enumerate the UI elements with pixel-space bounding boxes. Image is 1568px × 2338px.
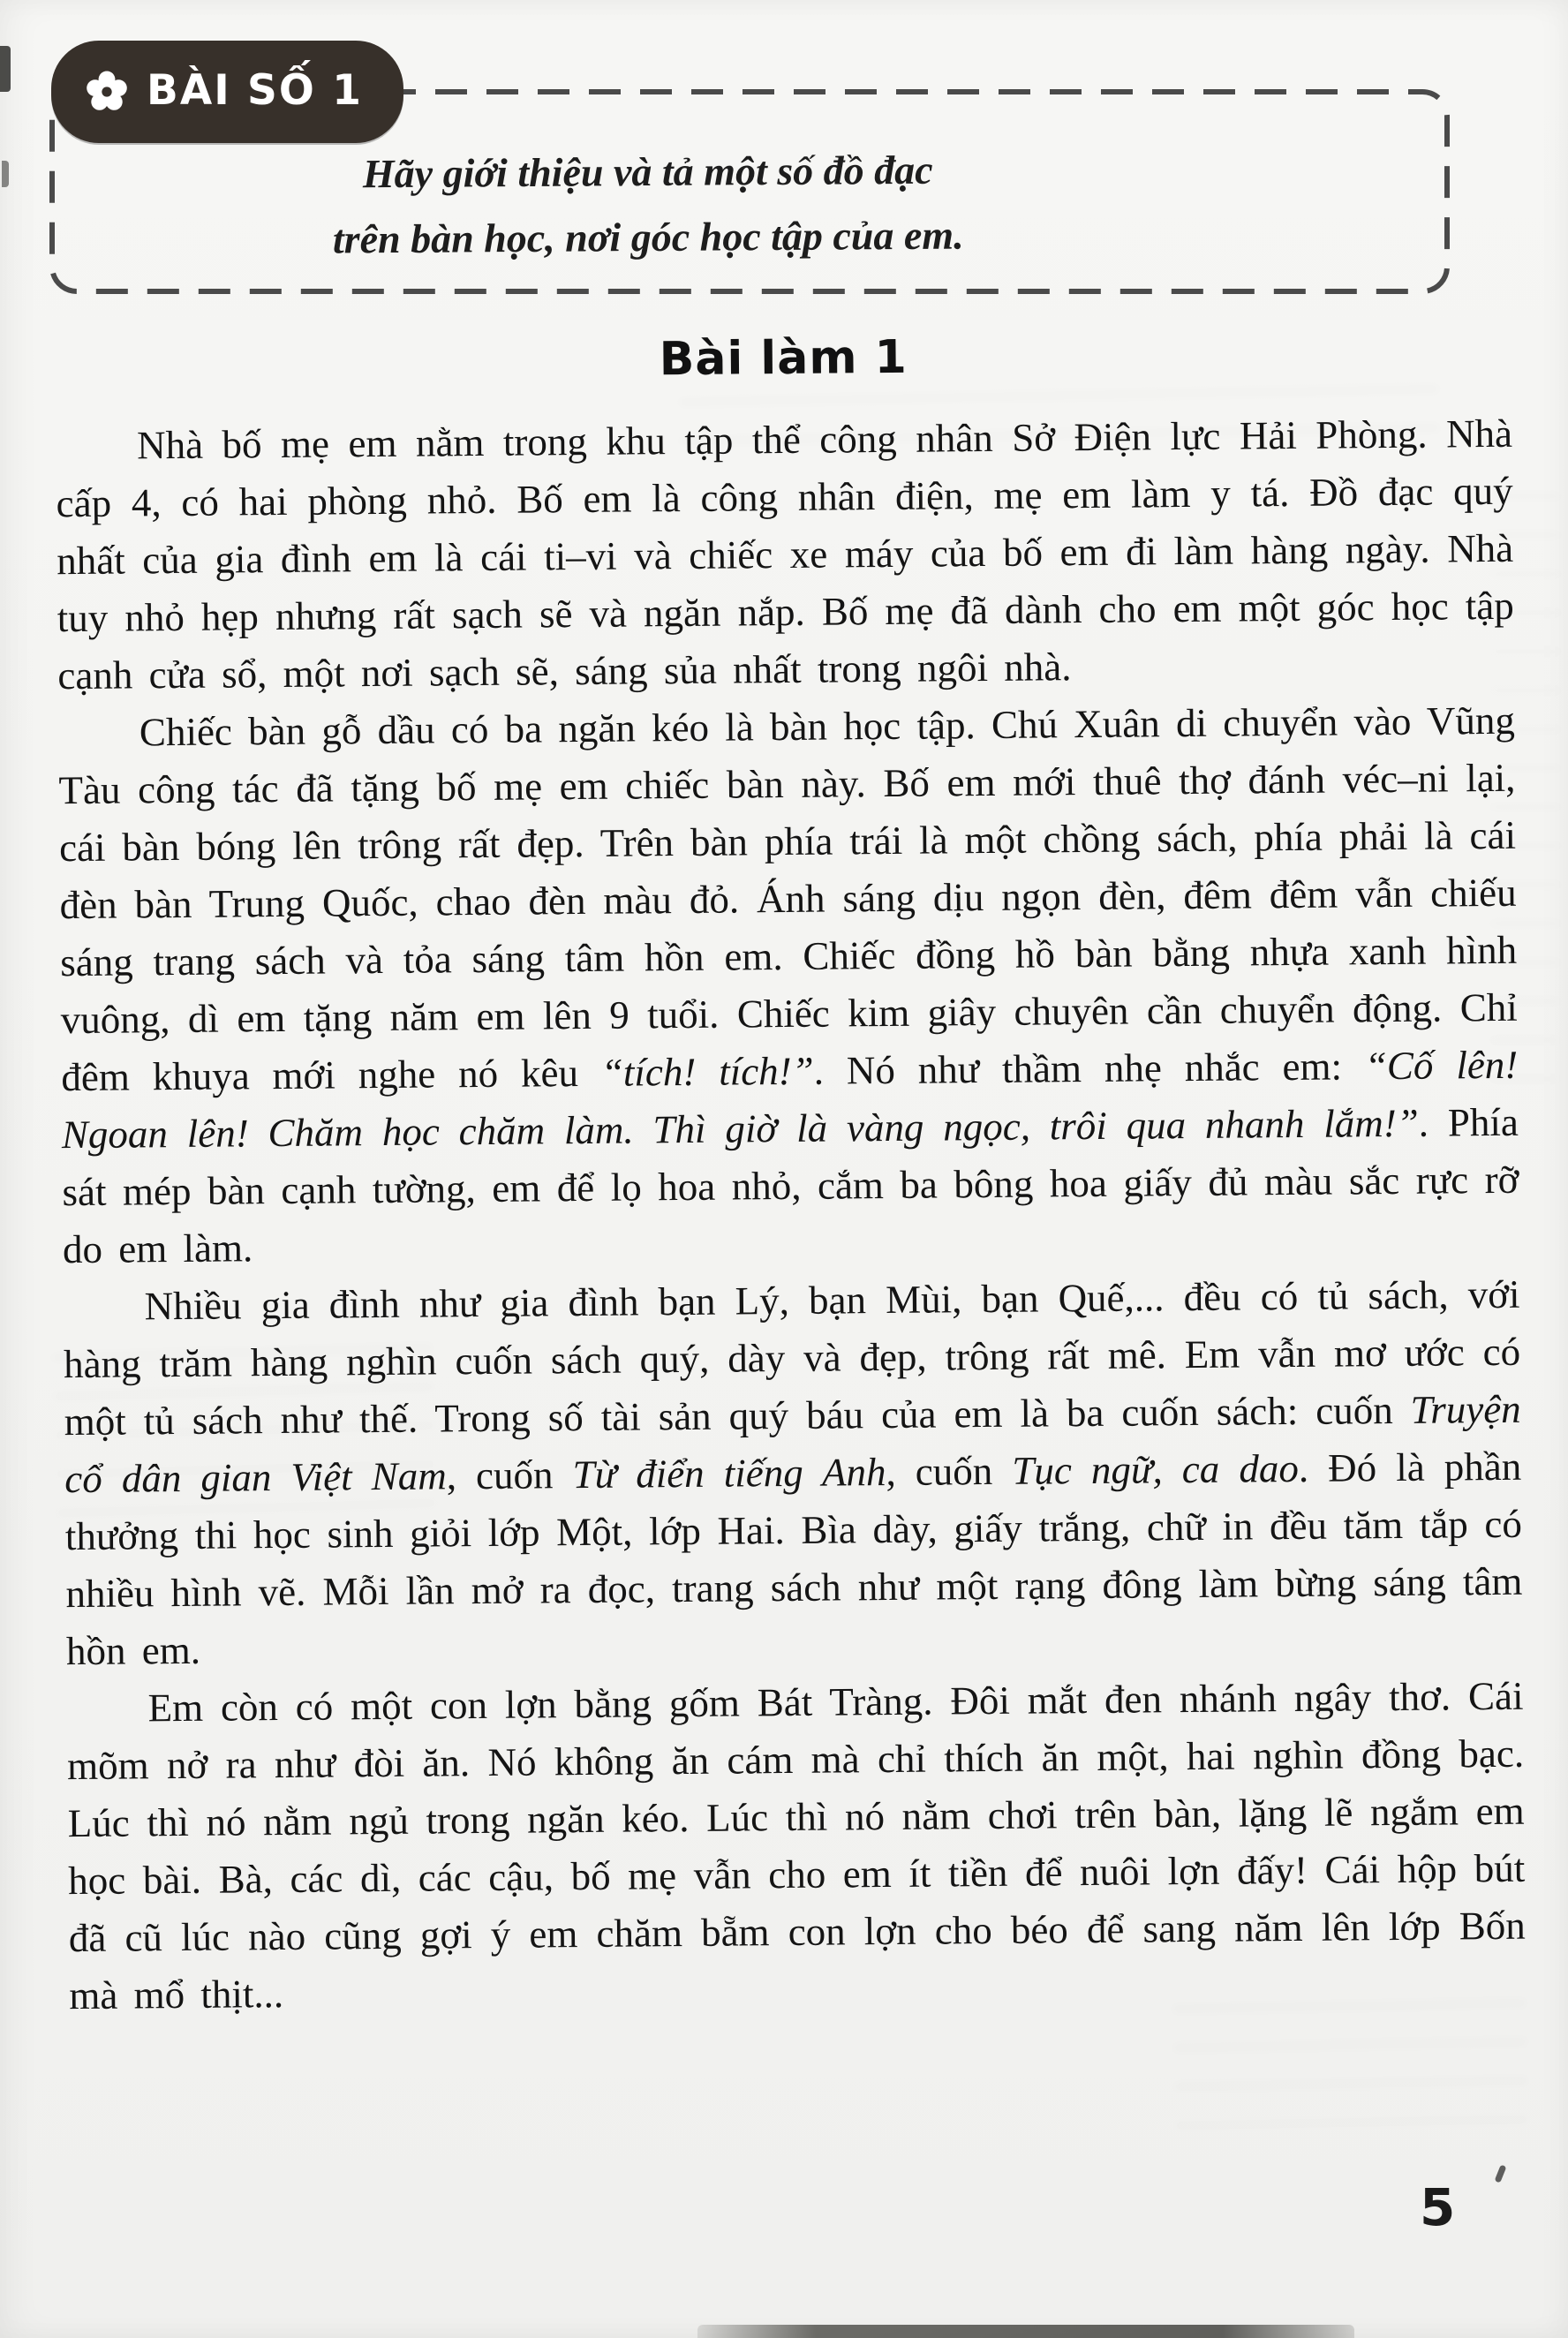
scan-speck (2, 161, 9, 187)
scan-edge-strip (697, 2325, 1354, 2338)
prompt-line-2: trên bàn học, nơi góc học tập của em. (332, 212, 964, 262)
page-number: 5 (1420, 2177, 1456, 2237)
prompt-line-1: Hãy giới thiệu và tả một số đồ đạc (362, 147, 933, 197)
essay-heading: Bài làm 1 (659, 330, 908, 387)
essay-paragraph: Nhà bố mẹ em nằm trong khu tập thể công nhân Sở Điện lực Hải Phòng. Nhà cấp 4, có hai phòng nhỏ. Bố em là công nhân điện, mẹ em làm y tá. Đồ đạc quý nhất của gia đình em là cái ti–vi và chiếc xe máy của bố em đi làm hàng ngày. Nhà tuy nhỏ hẹp nhưng rất sạch sẽ và ngăn nắp. Bố mẹ đã dành cho em một góc học tập cạnh cửa sổ, một nơi sạch sẽ, sáng sủa nhất trong ngôi nhà. (56, 411, 1514, 698)
exercise-prompt (48, 135, 1248, 274)
essay-body (56, 405, 1527, 2025)
scan-speck (0, 46, 11, 92)
exercise-badge-label: BÀI SỐ 1 (147, 65, 363, 115)
essay-paragraph: Em còn có một con lợn bằng gốm Bát Tràng. Đôi mắt đen nhánh ngây thơ. Cái mõm nở ra như đòi ăn. Nó không ăn cám mà chỉ thích ăn một, hai nghìn đồng bạc. Lúc thì nó nằm ngủ trong ngăn kéo. Lúc thì nó nằm chơi trên bàn, lặng lẽ ngắm em học bài. Bà, các dì, các cậu, bố mẹ vẫn cho em ít tiền để nuôi lợn đấy! Cái hộp bút đã cũ lúc nào cũng gợi ý em chăm bẵm con lợn cho béo để sang năm lên lớp Bốn mà mổ thịt... (66, 1673, 1526, 2018)
exercise-badge (51, 41, 403, 143)
scan-speck (1495, 2164, 1507, 2183)
essay-paragraph: Nhiều gia đình như gia đình bạn Lý, bạn Mùi, bạn Quế,... đều có tủ sách, với hàng trăm hàng nghìn cuốn sách quý, dày và đẹp, trông rất mê. Em vẫn mơ ước có một tủ sách như thế. Trong số tài sản quý báu của em là ba cuốn sách: cuốn Truyện cổ dân gian Việt Nam, cuốn Từ điển tiếng Anh, cuốn Tục ngữ, ca dao. Đó là phần thưởng thi học sinh giỏi lớp Một, lớp Hai. Bìa dày, giấy trắng, chữ in đều tăm tắp có nhiều hình vẽ. Mỗi lần mở ra đọc, trang sách như một rạng đông làm bừng sáng tâm hồn em. (63, 1271, 1523, 1674)
essay-paragraph: Chiếc bàn gỗ dầu có ba ngăn kéo là bàn học tập. Chú Xuân di chuyển vào Vũng Tàu công tác đã tặng bố mẹ em chiếc bàn này. Bố em mới thuê thợ đánh véc–ni lại, cái bàn bóng lên trông rất đẹp. Trên bàn phía trái là một chồng sách, phía phải là cái đèn bàn Trung Quốc, chao đèn màu đỏ. Ánh sáng dịu ngọn đèn, đêm đêm vẫn chiếu sáng trang sách và tỏa sáng tâm hồn em. Chiếc đồng hồ bàn bằng nhựa xanh hình vuông, dì em tặng năm em lên 9 tuổi. Chiếc kim giây chuyên cần chuyển động. Chỉ đêm khuya mới nghe nó kêu “tích! tích!”. Nó như thầm nhẹ nhắc em: “Cố lên! Ngoan lên! Chăm học chăm làm. Thì giờ là vàng ngọc, trôi qua nhanh lắm!”. Phía sát mép bàn cạnh tường, em để lọ hoa nhỏ, cắm ba bông hoa giấy đủ màu sắc rực rỡ do em làm. (58, 698, 1519, 1272)
essay-content (55, 326, 1527, 2025)
flower-icon (83, 68, 131, 116)
bleed-through-smudge (1173, 2002, 1529, 2158)
